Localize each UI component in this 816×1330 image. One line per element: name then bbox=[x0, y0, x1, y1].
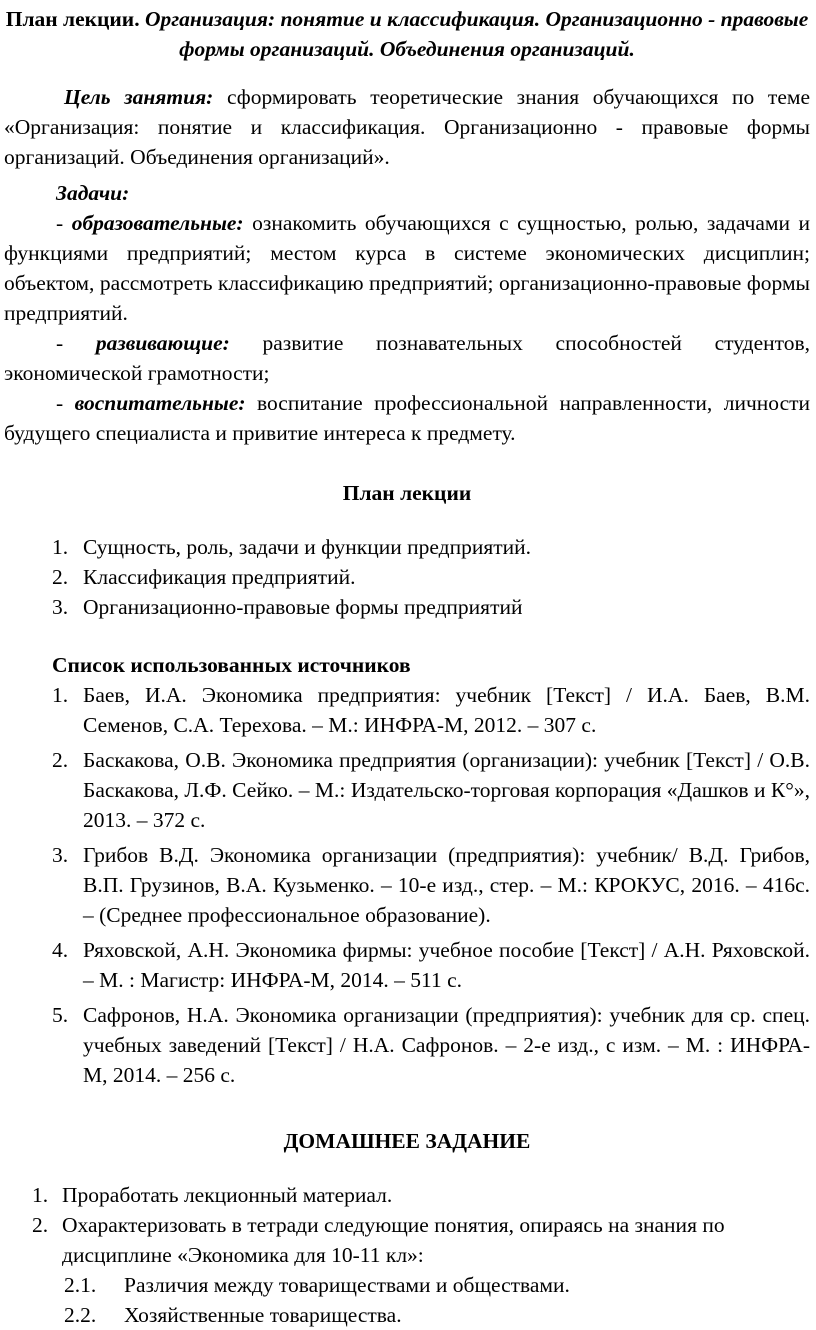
item-number: 2.2. bbox=[64, 1303, 97, 1327]
task-text: воспитание профессиональной направленности, личности будущего специалиста и привитие интереса к предмету. bbox=[4, 391, 811, 445]
document-page bbox=[0, 4, 816, 1327]
task-dash: - bbox=[56, 211, 64, 235]
document-title bbox=[4, 4, 810, 64]
item-text: Различия между товариществами и обществами. bbox=[124, 1273, 570, 1297]
homework-heading: ДОМАШНЕЕ ЗАДАНИЕ bbox=[283, 1129, 531, 1153]
list-item bbox=[4, 562, 810, 592]
item-text: Хозяйственные товарищества. bbox=[124, 1303, 402, 1327]
task-item-upbringing bbox=[4, 388, 810, 448]
item-text: Ряховской, А.Н. Экономика фирмы: учебное пособие [Текст] / А.Н. Ряховской. – М. : Магистр: ИНФРА-М, 2014. – 511 с. bbox=[83, 938, 810, 992]
list-item bbox=[4, 1180, 810, 1210]
goal-text: сформировать теоретические знания обучающихся по теме «Организация: понятие и классификация. Организационно - правовые формы организаций. Объединения организаций». bbox=[4, 85, 811, 169]
plan-list bbox=[4, 532, 810, 622]
item-text: Проработать лекционный материал. bbox=[62, 1183, 393, 1207]
item-text: Сущность, роль, задачи и функции предприятий. bbox=[83, 535, 532, 559]
list-item bbox=[4, 1210, 810, 1270]
item-number: 2. bbox=[32, 1213, 49, 1237]
sources-list bbox=[4, 680, 810, 1090]
item-number: 1. bbox=[52, 683, 69, 707]
task-item-educational bbox=[4, 208, 810, 328]
list-item bbox=[4, 532, 810, 562]
item-text: Баев, И.А. Экономика предприятия: учебник [Текст] / И.А. Баев, В.М. Семенов, С.А. Терехова. – М.: ИНФРА-М, 2012. – 307 с. bbox=[83, 683, 810, 737]
item-number: 2.1. bbox=[64, 1273, 97, 1297]
task-label: развивающие: bbox=[95, 331, 230, 355]
goal-label: Цель занятия: bbox=[64, 85, 214, 109]
list-item bbox=[4, 680, 810, 740]
item-number: 2. bbox=[52, 565, 69, 589]
title-lead: План лекции. bbox=[5, 7, 140, 31]
list-item bbox=[4, 1270, 810, 1300]
list-item bbox=[4, 745, 810, 835]
title-topic: Организация: понятие и классификация. Организационно - правовые формы организаций. Объединения организаций. bbox=[144, 7, 809, 61]
item-number: 3. bbox=[52, 843, 69, 867]
item-number: 2. bbox=[52, 748, 69, 772]
item-number: 3. bbox=[52, 595, 69, 619]
task-label: воспитательные: bbox=[74, 391, 246, 415]
item-text: Грибов В.Д. Экономика организации (предприятия): учебник/ В.Д. Грибов, В.П. Грузинов, В.А. Кузьменко. – 10-е изд., стер. – М.: КРОКУС, 2016. – 416с. – (Среднее профессиональное образование). bbox=[83, 843, 810, 927]
homework-list bbox=[4, 1180, 810, 1270]
item-text: Баскакова, О.В. Экономика предприятия (организации): учебник [Текст] / О.В. Баскакова, Л.Ф. Сейко. – М.: Издательско-торговая корпорация «Дашков и К°», 2013. – 372 с. bbox=[83, 748, 810, 832]
list-item bbox=[4, 840, 810, 930]
tasks-heading: Задачи: bbox=[56, 181, 130, 205]
sources-heading: Список использованных источников bbox=[52, 653, 411, 677]
item-number: 1. bbox=[52, 535, 69, 559]
item-text: Сафронов, Н.А. Экономика организации (предприятия): учебник для ср. спец. учебных заведений [Текст] / Н.А. Сафронов. – 2-е изд., с изм. – М. : ИНФРА-М, 2014. – 256 с. bbox=[83, 1003, 810, 1087]
task-dash: - bbox=[56, 391, 64, 415]
task-label: образовательные: bbox=[71, 211, 244, 235]
item-number: 5. bbox=[52, 1003, 69, 1027]
item-number: 1. bbox=[32, 1183, 49, 1207]
task-item-developmental bbox=[4, 328, 810, 388]
homework-sublist bbox=[4, 1270, 810, 1330]
list-item bbox=[4, 935, 810, 995]
item-text: Организационно-правовые формы предприятий bbox=[83, 595, 523, 619]
task-dash: - bbox=[56, 331, 64, 355]
task-text: ознакомить обучающихся с сущностью, ролью, задачами и функциями предприятий; местом курса в системе экономических дисциплин; объектом, рассмотреть классификацию предприятий; организационно-правовые формы предприятий. bbox=[4, 211, 811, 325]
item-text: Классификация предприятий. bbox=[83, 565, 356, 589]
goal-paragraph bbox=[4, 82, 810, 172]
list-item bbox=[4, 1000, 810, 1090]
task-text: развитие познавательных способностей студентов, экономической грамотности; bbox=[4, 331, 811, 385]
list-item bbox=[4, 592, 810, 622]
list-item bbox=[4, 1300, 810, 1330]
plan-heading: План лекции bbox=[342, 481, 472, 505]
item-number: 4. bbox=[52, 938, 69, 962]
item-text: Охарактеризовать в тетради следующие понятия, опираясь на знания по дисциплине «Экономика для 10-11 кл»: bbox=[62, 1213, 725, 1267]
